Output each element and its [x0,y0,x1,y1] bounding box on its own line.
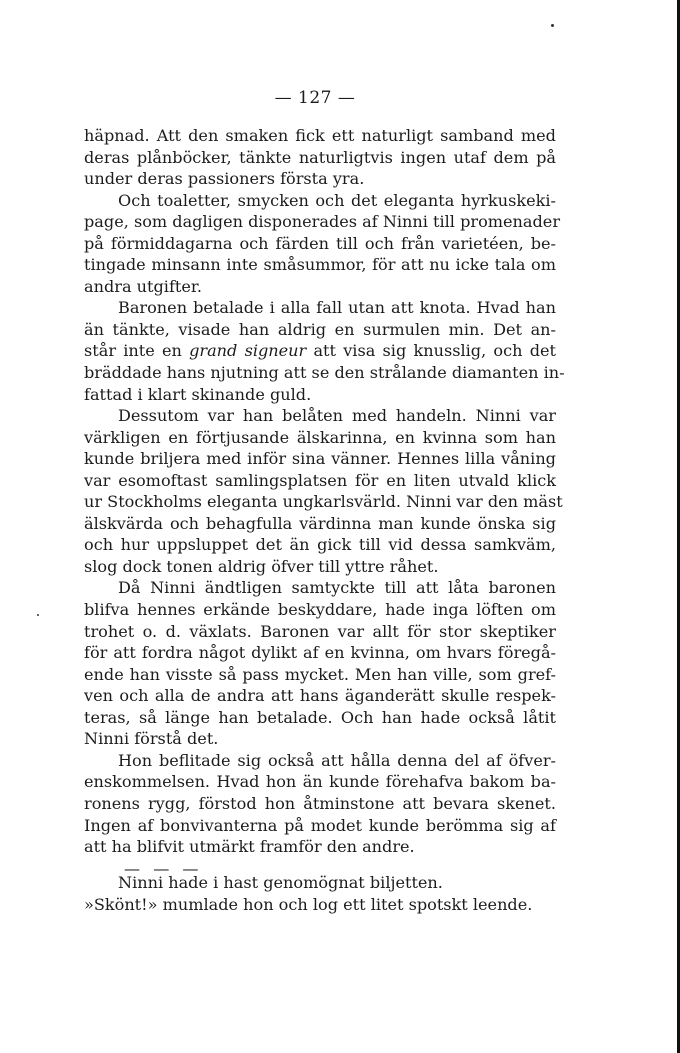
body-text [84,125,565,879]
text-line: fattad i klart skinande guld. [84,384,312,404]
ink-speck [37,614,39,616]
text-line: och hur uppsluppet det än gick till vid dessa samkväm, [84,535,556,555]
text-line-with-italic [84,340,556,362]
text-line: Och toaletter, smycken och det eleganta hyrkuskeki- [118,190,556,210]
text-line: ur Stockholms eleganta ungkarlsvärld. Ninni var den mäst [84,492,563,512]
text-line: älskvärda och behagfulla värdinna man kunde önska sig [84,513,556,533]
text-line: bräddade hans njutning att se den strålande diamanten in- [84,363,565,383]
text-line: Ingen af bonvivanterna på modet kunde berömma sig af [84,815,556,835]
text-line: värkligen en förtjusande älskarinna, en kvinna som han [84,427,556,447]
italic-phrase: grand signeur [189,341,307,361]
text-line: Ninni förstå det. [84,729,219,749]
text-line: Ninni hade i hast genomögnat biljetten. [118,873,443,892]
text-line: än tänkte, visade han aldrig en surmulen min. Det an- [84,319,556,339]
text-line: teras, så länge han betalade. Och han hade också låtit [84,707,556,727]
text-line: ven och alla de andra att hans äganderätt skulle respek- [84,686,556,706]
text-line: andra utgifter. [84,276,202,296]
text-line: häpnad. Att den smaken fick ett naturligt samband med [84,126,556,145]
text-line: deras plånböcker, tänkte naturligtvis ingen utaf dem på [84,147,556,167]
text-line: att ha blifvit utmärkt framför den andre. [84,837,415,857]
text-segment: att visa sig knusslig, och det [306,341,556,361]
text-line: under deras passioners första yra. [84,169,365,189]
text-line: var esomoftast samlingsplatsen för en liten utvald klick [84,470,556,490]
text-line: ronens rygg, förstod hon åtminstone att bevara skenet. [84,793,556,813]
section-separator: — — — [124,858,203,878]
text-line: för att fordra något dylikt af en kvinna, om hvars föregå- [84,643,556,663]
text-line: Baronen betalade i alla fall utan att knota. Hvad han [118,298,556,318]
text-line: tingade minsann inte småsummor, för att nu icke tala om [84,255,556,275]
closing-text [84,872,568,915]
page-number: — 127 — [274,88,356,108]
text-line: trohet o. d. växlats. Baronen var allt för stor skeptiker [84,621,556,641]
text-line: Dessutom var han belåten med handeln. Ninni var [118,406,556,426]
text-line: på förmiddagarna och färden till och från varietéen, be- [84,233,556,253]
text-line: ende han visste så pass mycket. Men han ville, som gref- [84,664,556,684]
ink-speck [551,24,554,27]
text-line: »Skönt!» mumlade hon och log ett litet spotskt leende. [84,894,533,914]
text-line: Då Ninni ändtligen samtyckte till att låta baronen [118,578,556,598]
text-line: kunde briljera med inför sina vänner. Hennes lilla våning [84,449,556,469]
text-line: page, som dagligen disponerades af Ninni till promenader [84,212,561,232]
text-segment: står inte en [84,341,190,361]
text-line: slog dock tonen aldrig öfver till yttre råhet. [84,556,439,576]
text-line: Hon beflitade sig också att hålla denna del af öfver- [118,750,556,770]
text-line: blifva hennes erkände beskyddare, hade inga löften om [84,600,556,620]
text-line: enskommelsen. Hvad hon än kunde förehafva bakom ba- [84,772,556,792]
